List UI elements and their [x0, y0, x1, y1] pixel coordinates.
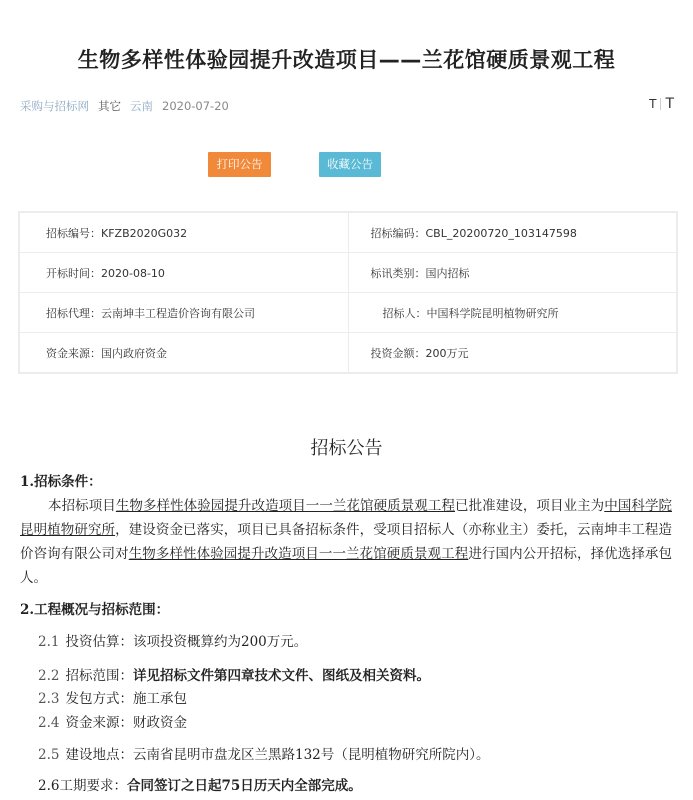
- type-label: 标讯类别：: [370, 266, 426, 280]
- type-cell: [348, 253, 677, 293]
- item-number: 2.5: [38, 747, 60, 763]
- divider: [660, 98, 661, 110]
- item-2-5: [38, 743, 490, 763]
- agent-cell: [20, 293, 349, 333]
- tenderer-label: 招标人：: [382, 306, 427, 320]
- notice-body: [20, 470, 672, 590]
- owner-name: 中国科学院昆明植物研究所: [20, 498, 673, 538]
- section-2-title: 2.工程概况与招标范围：: [20, 602, 170, 618]
- project-name: 生物多样性体验园提升改造项目一一兰花馆硬质景观工程: [115, 498, 456, 514]
- text-run: ，建设资金已落实，项目已具备招标条件，受项目招标人（亦称业主）委托，云南坤丰工程造价咨询有限公司对: [20, 522, 673, 562]
- text-run: 进行国内公开招标，择优选择承包人。: [20, 546, 673, 586]
- open-time-value: 2020-08-10: [101, 266, 165, 280]
- agent-value: 云南坤丰工程造价咨询有限公司: [101, 306, 255, 320]
- item-number: 2.2: [38, 668, 60, 684]
- project-name: 生物多样性体验园提升改造项目一一兰花馆硬质景观工程: [128, 546, 469, 562]
- type-value: 国内招标: [425, 266, 470, 280]
- bid-no-cell: [20, 213, 349, 253]
- bid-no-value: KFZB2020G032: [101, 226, 188, 240]
- item-text: 投资估算：该项投资概算约为200万元。: [65, 634, 308, 650]
- page-title: 生物多样性体验园提升改造项目——兰花馆硬质景观工程: [77, 48, 616, 72]
- site-link[interactable]: 采购与招标网: [20, 99, 89, 113]
- item-2-2: [38, 664, 430, 684]
- item-label: 招标范围：: [65, 668, 133, 684]
- item-text: 详见招标文件第四章技术文件、图纸及相关资料。: [132, 668, 430, 684]
- tenderer-cell: [348, 293, 677, 333]
- font-large-button[interactable]: T: [665, 96, 674, 112]
- font-size-switcher: [649, 96, 674, 112]
- amount-cell: [348, 333, 677, 373]
- agent-label: 招标代理：: [46, 306, 101, 320]
- item-text: 资金来源：财政资金: [65, 715, 187, 731]
- text-run: 已批准建设，项目业主为: [455, 498, 605, 514]
- publish-date: 2020-07-20: [162, 99, 229, 113]
- category-label: 其它: [98, 99, 121, 113]
- fund-value: 国内政府资金: [101, 346, 167, 360]
- item-number: 2.3: [38, 691, 60, 707]
- item-2-6: [38, 774, 362, 794]
- item-number: 2.4: [38, 715, 60, 731]
- region-link[interactable]: 云南: [130, 99, 153, 113]
- font-small-button[interactable]: T: [649, 97, 657, 111]
- item-2-4: [38, 711, 187, 731]
- bid-code-cell: [348, 213, 677, 253]
- item-2-1: [38, 630, 307, 650]
- print-button[interactable]: 打印公告: [208, 152, 271, 177]
- item-text: 合同签订之日起75日历天内全部完成。: [126, 778, 362, 794]
- tenderer-value: 中国科学院昆明植物研究所: [426, 306, 559, 320]
- open-time-cell: [20, 253, 349, 293]
- notice-heading: 招标公告: [310, 438, 383, 459]
- open-time-label: 开标时间：: [46, 266, 101, 280]
- item-text: 发包方式：施工承包: [65, 691, 187, 707]
- fund-label: 资金来源：: [46, 346, 101, 360]
- text-run: 本招标项目: [48, 498, 116, 514]
- item-label: 2.6工期要求：: [38, 778, 127, 794]
- meta-bar: [20, 98, 229, 114]
- item-2-3: [38, 687, 187, 707]
- item-text: 建设地点：云南省昆明市盘龙区兰黑路132号（昆明植物研究所院内）。: [65, 747, 490, 763]
- item-number: 2.1: [38, 634, 60, 650]
- amount-value: 200万元: [425, 346, 469, 360]
- amount-label: 投资金额：: [370, 346, 426, 360]
- bid-code-label: 招标编码：: [370, 226, 426, 240]
- fund-cell: [20, 333, 349, 373]
- bid-code-value: CBL_20200720_103147598: [425, 226, 577, 240]
- bid-info-table: [18, 211, 678, 374]
- favorite-button[interactable]: 收藏公告: [319, 152, 381, 177]
- section-1-title: 1.招标条件：: [20, 474, 102, 490]
- section-1-paragraph: [20, 494, 672, 590]
- bid-no-label: 招标编号：: [46, 226, 101, 240]
